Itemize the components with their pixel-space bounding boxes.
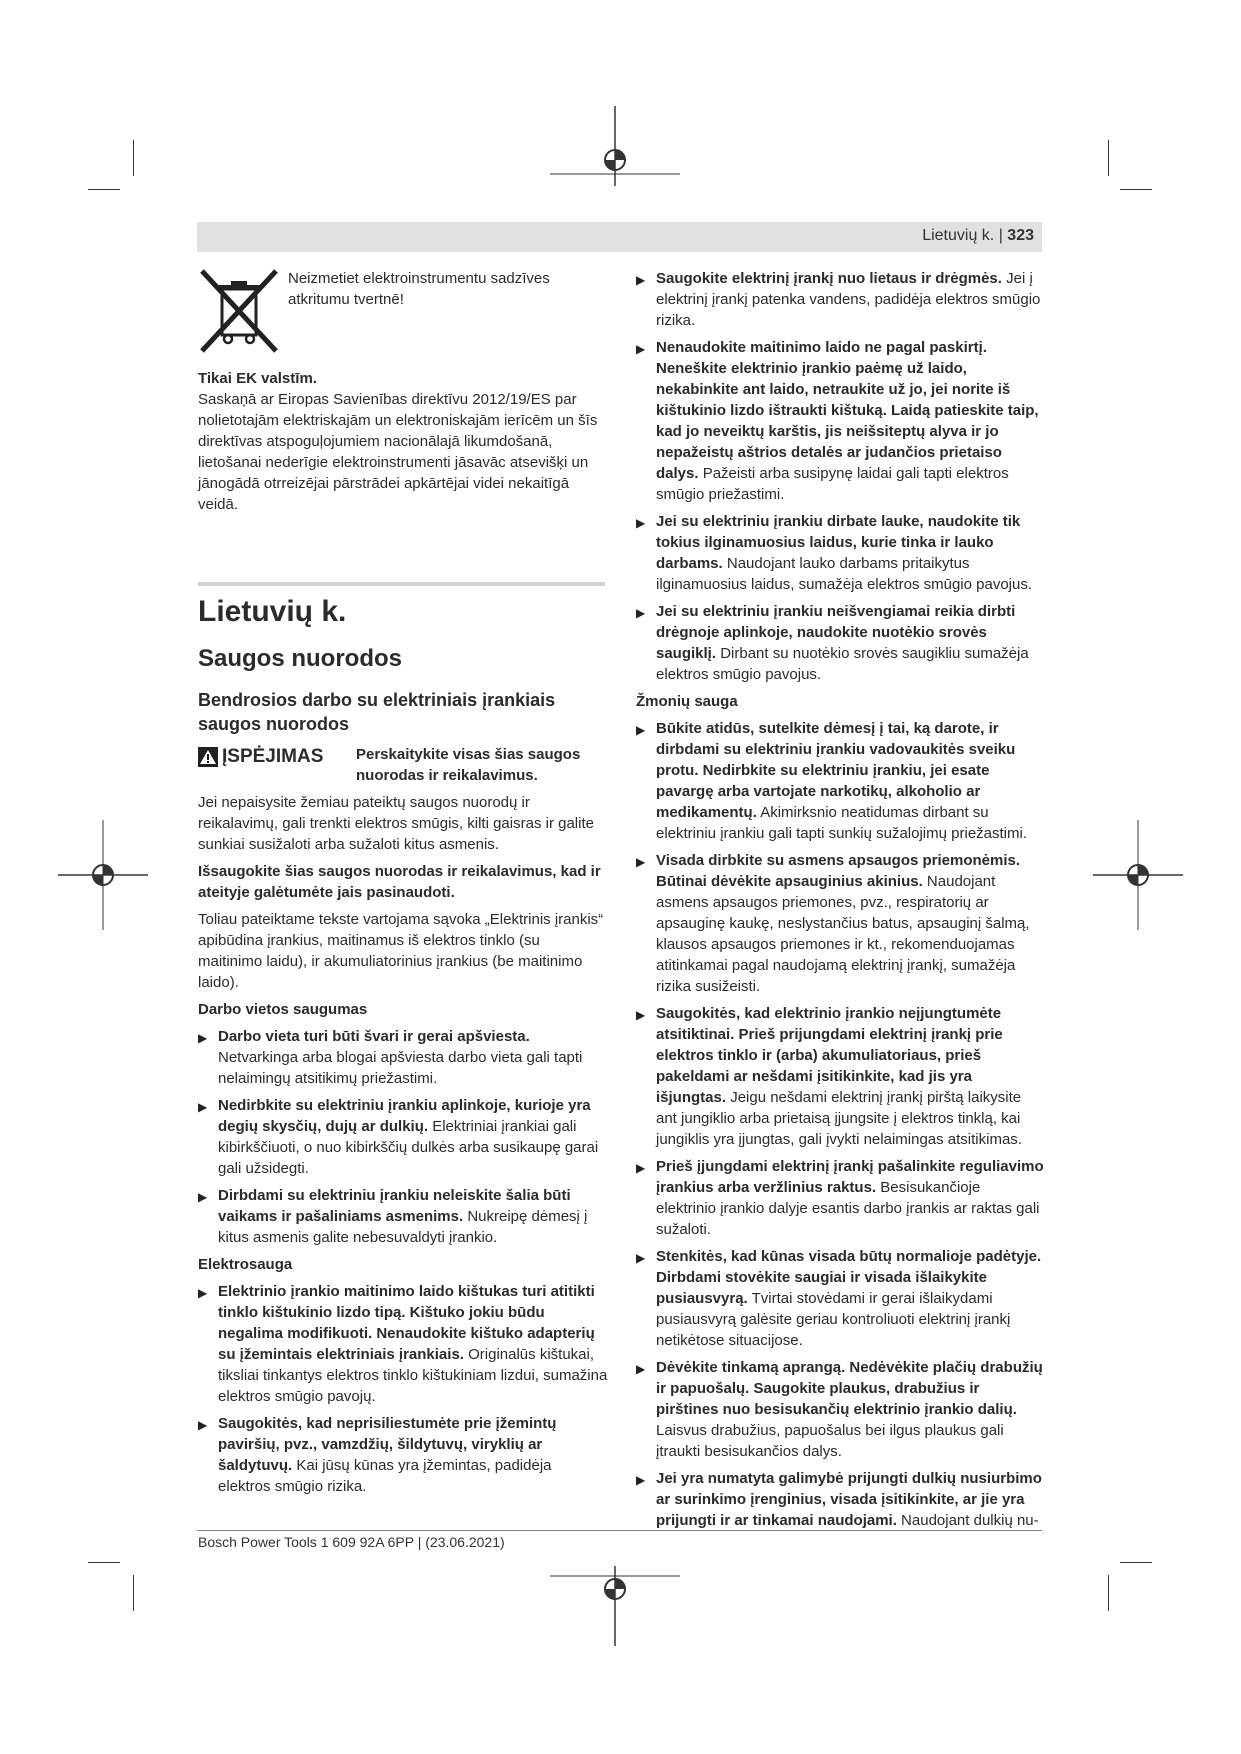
item-text: Laisvus drabužius, papuošalus bei ilgus plaukus gali įtraukti besisukančios dalys.	[656, 1422, 1004, 1460]
item-text: Dirbant su nuotėkio srovės saugikliu sumažėja elektros smūgio pavojus.	[656, 645, 1029, 683]
list-item	[636, 601, 1044, 685]
warning-label	[198, 746, 323, 767]
bullet-triangle-icon: ▶	[636, 1473, 646, 1487]
ek-text: Saskaņā ar Eiropas Savienības direktīvu 2012/19/ES par nolietotajām elektriskajām un elektroniskajām ierīcēm un šīs direktīvas atspoguļojumiem nacionālajā likumdošanā, lietošanai nederīgie elektroinstrumenti jāsavāc atsevišķi un jānogādā otrreizējai pārstrādei apkārtējai videi nekaitīgā veidā.	[198, 391, 598, 513]
bullet-triangle-icon: ▶	[636, 1362, 646, 1376]
item-text: Besisukančioje elektrinio įrankio dalyje esantis darbo įrankis ar raktas gali sužaloti.	[656, 1179, 1040, 1238]
item-text: Pažeisti arba susipynę laidai gali tapti elektros smūgio priežastimi.	[656, 465, 1009, 503]
crop-mark	[1120, 1562, 1152, 1563]
item-bold: Būkite atidūs, sutelkite dėmesį į tai, ką darote, ir dirbdami su elektriniu įrankiu vadovaukitės sveiku protu. Nedirbkite su elektriniu įrankiu, jei esate pavargę arba vartojate narkotikų, alkoholio ar medikamentų.	[656, 720, 1016, 821]
header-section: Lietuvių k.	[922, 227, 995, 244]
item-text: Elektriniai įrankiai gali kibirkščiuoti, o nuo kibirkščių dulkės arba susikaupę garai gali užsidegti.	[218, 1118, 599, 1177]
page-title: Lietuvių k.	[198, 595, 347, 628]
item-bold: Nedirbkite su elektriniu įrankiu aplinkoje, kurioje yra degių skysčių, dujų ar dulkių.	[218, 1097, 591, 1135]
item-text: Naudojant asmens apsaugos priemones, pvz., respiratorių ar apsauginę kaukę, neslystančius batus, apsauginį šalmą, klausos apsaugos priemones ir kt., rekomenduojamas atitinkamai pagal naudojamą elektrinį įrankį, sumažėja rizika susižeisti.	[656, 873, 1030, 995]
bullet-triangle-icon: ▶	[636, 1161, 646, 1175]
warning-bold: Perskaitykite visas šias saugos nuorodas ir reikalavimus.	[356, 746, 581, 784]
list-item	[636, 1468, 1044, 1531]
list-item	[198, 1185, 608, 1248]
bullet-triangle-icon: ▶	[198, 1100, 208, 1114]
list-item	[636, 1246, 1044, 1351]
warning-label-text: ĮSPĖJIMAS	[222, 746, 324, 767]
item-text: Netvarkinga arba blogai apšviesta darbo vieta gali tapti nelaimingų atsitikimų priežastimi.	[218, 1049, 583, 1087]
item-text: Kai jūsų kūnas yra įžemintas, padidėja elektros smūgio rizika.	[218, 1457, 552, 1495]
list-item	[636, 268, 1044, 331]
item-bold: Stenkitės, kad kūnas visada būtų normalioje padėtyje. Dirbdami stovėkite saugiai ir visada išlaikykite pusiausvyrą.	[656, 1248, 1042, 1307]
header-separator: |	[998, 227, 1003, 244]
item-bold: Nenaudokite maitinimo laido ne pagal paskirtį. Neneškite elektrinio įrankio paėmę už laido, nekabinkite ant laido, netraukite už jo, jei norite iš kištukinio lizdo ištraukti kištuką. Laidą patieskite taip, kad jo neveiktų karštis, jis neišsiteptų alyva ir jo nepažeistų aštrios detalės ar judančios prietaiso dalys.	[656, 339, 1039, 482]
item-text: Naudojant dulkių nu-	[901, 1512, 1039, 1529]
list-item	[636, 1156, 1044, 1240]
registration-mark-icon	[58, 820, 148, 930]
item-text: Nukreipę dėmesį į kitus asmenis galite nebesuvaldyti įrankio.	[218, 1208, 588, 1246]
section-title: Bendrosios darbo su elektriniais įrankiais saugos nuorodos	[198, 690, 556, 734]
item-text: Jeigu nešdami elektrinį įrankį pirštą laikysite ant jungiklio arba prietaisą įjungsite į elektros tinklą, kai jungiklis yra įjungtas, gali įvykti nelaimingas atsitikimas.	[656, 1089, 1022, 1148]
item-bold: Elektrinio įrankio maitinimo laido kištukas turi atitikti tinklo kištukinio lizdo tipą. Kištuko jokiu būdu negalima modifikuoti. Nenaudokite kištuko adapterių su įžemintais elektriniais įrankiais.	[218, 1283, 595, 1363]
item-text: Naudojant lauko darbams pritaikytus ilginamuosius laidus, sumažėja elektros smūgio pavojus.	[656, 555, 1033, 593]
item-text: Akimirksnio neatidumas dirbant su elektriniu įrankiu gali tapti sunkių sužalojimų priežastimi.	[656, 804, 1027, 842]
list-item	[636, 511, 1044, 595]
bullet-triangle-icon: ▶	[198, 1190, 208, 1204]
list-item	[636, 1357, 1044, 1462]
term-text: Toliau pateiktame tekste vartojama sąvoka „Elektrinis įrankis“ apibūdina įrankius, maitinamus iš elektros tinklo (su maitinimo laidu), ir akumuliatorinius įrankius (be maitinimo laido).	[198, 911, 604, 991]
right-column	[636, 268, 1044, 1537]
registration-mark-icon	[1093, 820, 1183, 930]
bullet-triangle-icon: ▶	[636, 1008, 646, 1022]
list-item	[198, 1281, 608, 1407]
work-area-heading: Darbo vietos saugumas	[198, 1001, 368, 1018]
crop-mark	[88, 1562, 120, 1563]
bullet-triangle-icon: ▶	[636, 855, 646, 869]
list-item	[198, 1026, 608, 1089]
warning-block	[198, 744, 608, 792]
list-item	[636, 718, 1044, 844]
crop-mark	[133, 1575, 134, 1611]
warning-triangle-icon	[198, 747, 218, 767]
item-bold: Saugokite elektrinį įrankį nuo lietaus ir drėgmės.	[656, 270, 1002, 287]
disposal-caption: Neizmetiet elektroinstrumentu sadzīves atkritumu tvertnē!	[288, 270, 550, 308]
item-bold: Dirbdami su elektriniu įrankiu neleiskite šalia būti vaikams ir pašaliniams asmenims.	[218, 1187, 571, 1225]
list-item	[636, 850, 1044, 997]
list-item	[636, 1003, 1044, 1150]
footer-divider	[197, 1530, 1042, 1531]
bullet-triangle-icon: ▶	[636, 516, 646, 530]
section-divider	[198, 582, 605, 586]
crop-mark	[88, 189, 120, 190]
subtitle: Saugos nuorodos	[198, 645, 402, 672]
item-bold: Darbo vieta turi būti švari ir gerai apšviesta.	[218, 1028, 530, 1045]
crop-mark	[1120, 189, 1152, 190]
list-item	[636, 337, 1044, 505]
bullet-triangle-icon: ▶	[198, 1418, 208, 1432]
page-header	[197, 222, 1042, 252]
item-bold: Jei yra numatyta galimybė prijungti dulkių nusiurbimo ar surinkimo įrenginius, visada įsitikinkite, ar jie yra prijungti ir ar tinkamai naudojami.	[656, 1470, 1042, 1529]
keep-note: Išsaugokite šias saugos nuorodas ir reikalavimus, kad ir ateityje galėtumėte jais pasinaudoti.	[198, 863, 601, 901]
item-bold: Jei su elektriniu įrankiu neišvengiamai reikia dirbti drėgnoje aplinkoje, naudokite nuotėkio srovės saugiklį.	[656, 603, 1016, 662]
crop-mark	[133, 140, 134, 176]
page-number: 323	[1007, 227, 1034, 244]
item-text: Originalūs kištukai, tiksliai tinkantys elektros tinklo kištukiniam lizdui, sumažina elektros smūgio pavojų.	[218, 1346, 608, 1405]
item-bold: Prieš įjungdami elektrinį įrankį pašalinkite reguliavimo įrankius arba veržlinius raktus.	[656, 1158, 1044, 1196]
bullet-triangle-icon: ▶	[636, 723, 646, 737]
footer-text: Bosch Power Tools 1 609 92A 6PP | (23.06.2021)	[198, 1534, 505, 1550]
crop-mark	[1108, 1575, 1109, 1611]
registration-mark-icon	[550, 1566, 680, 1646]
registration-mark-icon	[550, 106, 680, 186]
list-item	[198, 1413, 608, 1497]
item-text: Tvirtai stovėdami ir gerai išlaikydami pusiausvyrą galėsite geriau kontroliuoti elektrinį įrankį netikėtose situacijose.	[656, 1290, 1011, 1349]
bullet-triangle-icon: ▶	[198, 1031, 208, 1045]
header-text	[922, 227, 1034, 245]
people-heading: Žmonių sauga	[636, 693, 738, 710]
item-bold: Dėvėkite tinkamą aprangą. Nedėvėkite plačių drabužių ir papuošalų. Saugokite plaukus, drabužius ir pirštines nuo besisukančių elektrinio įrankio dalių.	[656, 1359, 1043, 1418]
electrical-heading: Elektrosauga	[198, 1256, 293, 1273]
bullet-triangle-icon: ▶	[636, 606, 646, 620]
crossed-out-bin-icon	[198, 267, 280, 355]
warning-text: Jei nepaisysite žemiau pateiktų saugos nuorodų ir reikalavimų, gali trenkti elektros smūgis, kilti gaisras ir galite sunkiai susižaloti arba sužaloti kitus asmenis.	[198, 794, 594, 853]
bullet-triangle-icon: ▶	[636, 273, 646, 287]
item-bold: Saugokitės, kad neprisiliestumėte prie įžemintų paviršių, pvz., vamzdžių, šildytuvų, viryklių ar šaldytuvų.	[218, 1415, 557, 1474]
ek-heading: Tikai EK valstīm.	[198, 370, 317, 387]
bullet-triangle-icon: ▶	[636, 342, 646, 356]
item-text: Jei į elektrinį įrankį patenka vandens, padidėja elektros smūgio rizika.	[656, 270, 1041, 329]
item-bold: Saugokitės, kad elektrinio įrankio neįjungtumėte atsitiktinai. Prieš prijungdami elektrinį įrankį prie elektros tinklo ir (arba) akumuliatoriaus, prieš pakeldami ar nešdami įsitikinkite, kad jis yra išjungtas.	[656, 1005, 1003, 1106]
bullet-triangle-icon: ▶	[198, 1286, 208, 1300]
list-item	[198, 1095, 608, 1179]
item-bold: Jei su elektriniu įrankiu dirbate lauke, naudokite tik tokius ilginamuosius laidus, kurie tinka ir lauko darbams.	[656, 513, 1021, 572]
item-bold: Visada dirbkite su asmens apsaugos priemonėmis. Būtinai dėvėkite apsauginius akinius.	[656, 852, 1021, 890]
crop-mark	[1108, 140, 1109, 176]
bullet-triangle-icon: ▶	[636, 1251, 646, 1265]
